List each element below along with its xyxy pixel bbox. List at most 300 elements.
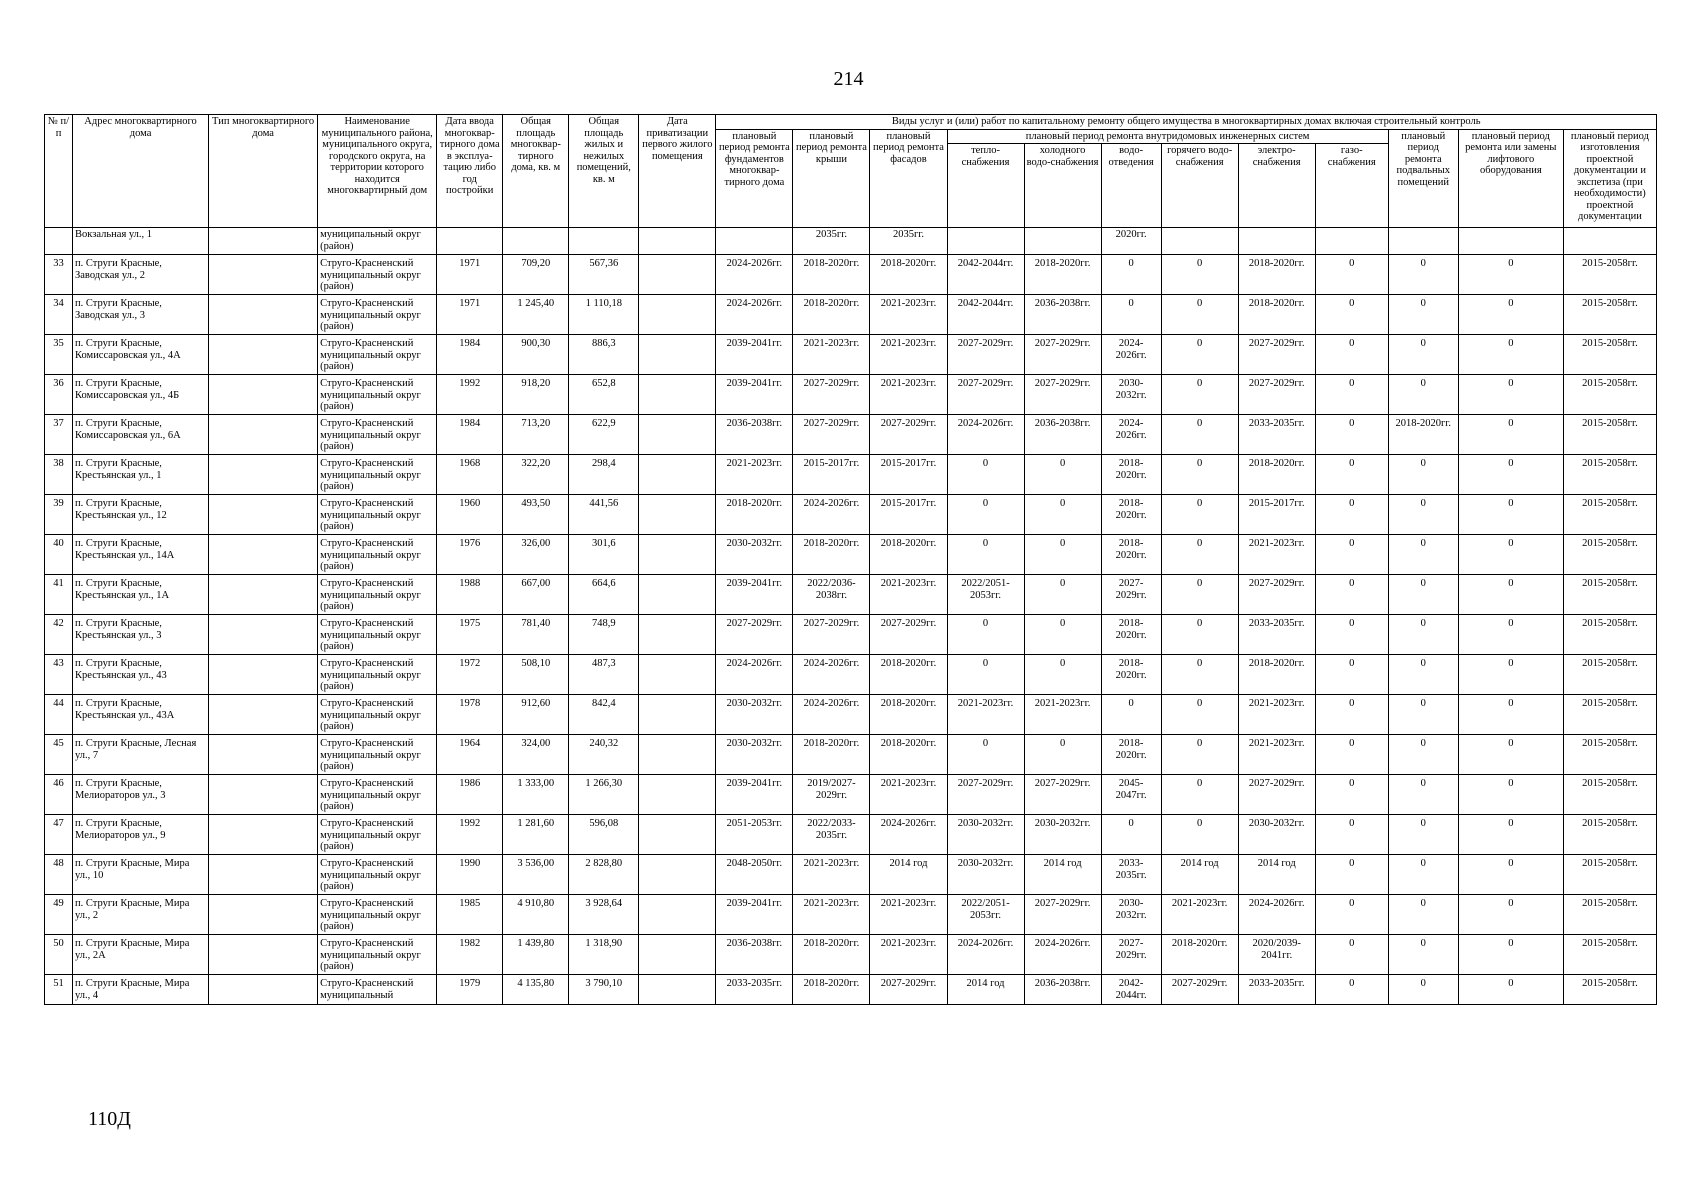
cell-electric: 2018-2020гг.: [1238, 655, 1315, 695]
cell-num: [45, 228, 73, 255]
cell-hot-water: 2014 год: [1161, 855, 1238, 895]
cell-foundation: 2051-2053гг.: [716, 815, 793, 855]
cell-total-area: 1 333,00: [503, 775, 569, 815]
cell-municipality: Струго-Красненский муниципальный округ (район): [318, 935, 437, 975]
cell-address: п. Струги Красные, Крестьянская ул., 1А: [73, 575, 209, 615]
cell-living-area: 1 110,18: [569, 295, 639, 335]
cell-total-area: [503, 228, 569, 255]
cell-year: 1990: [437, 855, 503, 895]
cell-electric: 2021-2023гг.: [1238, 735, 1315, 775]
cell-num: 45: [45, 735, 73, 775]
cell-gas: 0: [1315, 775, 1388, 815]
cell-type: [209, 415, 318, 455]
cell-num: 50: [45, 935, 73, 975]
cell-design: 2015-2058гг.: [1563, 855, 1656, 895]
cell-year: 1971: [437, 295, 503, 335]
cell-sewer: 2018-2020гг.: [1101, 615, 1161, 655]
table-row: [45, 415, 1657, 455]
cell-cold-water: 2024-2026гг.: [1024, 935, 1101, 975]
cell-hot-water: [1161, 228, 1238, 255]
cell-privatization: [639, 895, 716, 935]
cell-living-area: 2 828,80: [569, 855, 639, 895]
cell-electric: 2018-2020гг.: [1238, 455, 1315, 495]
cell-roof: 2015-2017гг.: [793, 455, 870, 495]
cell-sewer: 2018-2020гг.: [1101, 735, 1161, 775]
cell-design: 2015-2058гг.: [1563, 975, 1656, 1005]
cell-facade: 2021-2023гг.: [870, 295, 947, 335]
cell-design: [1563, 228, 1656, 255]
table-row: [45, 935, 1657, 975]
header-privatization-date: Дата приватизации первого жилого помещения: [639, 115, 716, 228]
cell-privatization: [639, 255, 716, 295]
cell-elevator: [1458, 228, 1563, 255]
header-design: плановый период изготовления проектной документации и экспетиза (при необходимости) проектной документации: [1563, 129, 1656, 228]
capital-repair-table: [44, 114, 1657, 1005]
cell-gas: 0: [1315, 855, 1388, 895]
cell-facade: 2027-2029гг.: [870, 415, 947, 455]
cell-sewer: 0: [1101, 815, 1161, 855]
cell-cold-water: 2018-2020гг.: [1024, 255, 1101, 295]
cell-heat: 2022/2051-2053гг.: [947, 575, 1024, 615]
table-row: [45, 535, 1657, 575]
cell-living-area: 652,8: [569, 375, 639, 415]
cell-heat: 2027-2029гг.: [947, 375, 1024, 415]
header-hot-water: горячего водо-снабжения: [1161, 144, 1238, 228]
cell-cold-water: 0: [1024, 455, 1101, 495]
cell-basement: 0: [1388, 855, 1458, 895]
cell-type: [209, 575, 318, 615]
cell-roof: 2022/2036-2038гг.: [793, 575, 870, 615]
header-address: Адрес многоквартирного дома: [73, 115, 209, 228]
cell-basement: 0: [1388, 575, 1458, 615]
cell-type: [209, 535, 318, 575]
cell-heat: 2021-2023гг.: [947, 695, 1024, 735]
cell-electric: 2021-2023гг.: [1238, 695, 1315, 735]
cell-design: 2015-2058гг.: [1563, 295, 1656, 335]
cell-total-area: 918,20: [503, 375, 569, 415]
cell-heat: 2024-2026гг.: [947, 935, 1024, 975]
cell-living-area: 1 266,30: [569, 775, 639, 815]
cell-year: 1984: [437, 415, 503, 455]
cell-basement: 0: [1388, 775, 1458, 815]
cell-num: 46: [45, 775, 73, 815]
cell-design: 2015-2058гг.: [1563, 255, 1656, 295]
cell-facade: 2018-2020гг.: [870, 695, 947, 735]
cell-living-area: 842,4: [569, 695, 639, 735]
cell-roof: 2024-2026гг.: [793, 695, 870, 735]
header-foundation: плановый период ремонта фундаментов многоквар-тирного дома: [716, 129, 793, 228]
cell-electric: 2015-2017гг.: [1238, 495, 1315, 535]
cell-elevator: 0: [1458, 975, 1563, 1005]
cell-basement: 0: [1388, 895, 1458, 935]
cell-heat: 2022/2051-2053гг.: [947, 895, 1024, 935]
cell-electric: 2014 год: [1238, 855, 1315, 895]
cell-facade: 2015-2017гг.: [870, 495, 947, 535]
cell-heat: [947, 228, 1024, 255]
cell-privatization: [639, 735, 716, 775]
cell-facade: 2021-2023гг.: [870, 775, 947, 815]
cell-hot-water: 0: [1161, 655, 1238, 695]
cell-sewer: 0: [1101, 295, 1161, 335]
table-row: [45, 295, 1657, 335]
cell-total-area: 1 281,60: [503, 815, 569, 855]
cell-total-area: 322,20: [503, 455, 569, 495]
cell-num: 33: [45, 255, 73, 295]
cell-address: п. Струги Красные, Крестьянская ул., 14А: [73, 535, 209, 575]
header-cold-water: холодного водо-снабжения: [1024, 144, 1101, 228]
cell-type: [209, 615, 318, 655]
cell-privatization: [639, 228, 716, 255]
cell-elevator: 0: [1458, 655, 1563, 695]
cell-address: п. Струги Красные, Мелиораторов ул., 3: [73, 775, 209, 815]
cell-cold-water: 0: [1024, 615, 1101, 655]
cell-foundation: 2039-2041гг.: [716, 575, 793, 615]
cell-heat: 2027-2029гг.: [947, 775, 1024, 815]
cell-hot-water: 2021-2023гг.: [1161, 895, 1238, 935]
cell-heat: 0: [947, 495, 1024, 535]
cell-total-area: 912,60: [503, 695, 569, 735]
cell-municipality: Струго-Красненский муниципальный округ (район): [318, 495, 437, 535]
cell-privatization: [639, 855, 716, 895]
cell-electric: 2033-2035гг.: [1238, 975, 1315, 1005]
cell-electric: [1238, 228, 1315, 255]
cell-design: 2015-2058гг.: [1563, 535, 1656, 575]
cell-design: 2015-2058гг.: [1563, 495, 1656, 535]
cell-electric: 2018-2020гг.: [1238, 295, 1315, 335]
table-row: [45, 895, 1657, 935]
cell-hot-water: 0: [1161, 775, 1238, 815]
table-row: [45, 455, 1657, 495]
cell-year: 1984: [437, 335, 503, 375]
cell-privatization: [639, 335, 716, 375]
cell-elevator: 0: [1458, 695, 1563, 735]
cell-facade: 2021-2023гг.: [870, 335, 947, 375]
header-num: № п/п: [45, 115, 73, 228]
cell-address: п. Струги Красные, Мира ул., 10: [73, 855, 209, 895]
cell-design: 2015-2058гг.: [1563, 455, 1656, 495]
cell-total-area: 713,20: [503, 415, 569, 455]
cell-num: 47: [45, 815, 73, 855]
cell-hot-water: 0: [1161, 335, 1238, 375]
cell-type: [209, 855, 318, 895]
cell-privatization: [639, 695, 716, 735]
cell-electric: 2018-2020гг.: [1238, 255, 1315, 295]
cell-total-area: 493,50: [503, 495, 569, 535]
cell-num: 44: [45, 695, 73, 735]
cell-municipality: Струго-Красненский муниципальный округ (район): [318, 295, 437, 335]
cell-design: 2015-2058гг.: [1563, 335, 1656, 375]
cell-type: [209, 495, 318, 535]
cell-foundation: 2039-2041гг.: [716, 775, 793, 815]
cell-heat: 0: [947, 615, 1024, 655]
cell-elevator: 0: [1458, 615, 1563, 655]
cell-foundation: 2024-2026гг.: [716, 255, 793, 295]
continuation-row: [45, 228, 1657, 255]
cell-basement: 0: [1388, 695, 1458, 735]
cell-gas: 0: [1315, 255, 1388, 295]
cell-design: 2015-2058гг.: [1563, 375, 1656, 415]
cell-year: 1988: [437, 575, 503, 615]
cell-municipality: Струго-Красненский муниципальный округ (район): [318, 895, 437, 935]
cell-living-area: 622,9: [569, 415, 639, 455]
cell-address: п. Струги Красные, Комиссаровская ул., 4Б: [73, 375, 209, 415]
table-row: [45, 375, 1657, 415]
cell-privatization: [639, 295, 716, 335]
cell-year: 1982: [437, 935, 503, 975]
cell-gas: 0: [1315, 615, 1388, 655]
cell-living-area: 664,6: [569, 575, 639, 615]
cell-num: 41: [45, 575, 73, 615]
cell-type: [209, 655, 318, 695]
cell-electric: 2024-2026гг.: [1238, 895, 1315, 935]
header-services-group: Виды услуг и (или) работ по капитальному ремонту общего имущества в многоквартирных домах включая строительный контроль: [716, 115, 1657, 130]
cell-basement: 2018-2020гг.: [1388, 415, 1458, 455]
cell-cold-water: 2014 год: [1024, 855, 1101, 895]
cell-address: п. Струги Красные, Мира ул., 2: [73, 895, 209, 935]
cell-basement: 0: [1388, 375, 1458, 415]
header-living-area: Общая площадь жилых и нежилых помещений, кв. м: [569, 115, 639, 228]
cell-cold-water: 2036-2038гг.: [1024, 295, 1101, 335]
cell-type: [209, 228, 318, 255]
cell-municipality: Струго-Красненский муниципальный округ (район): [318, 455, 437, 495]
cell-living-area: 301,6: [569, 535, 639, 575]
cell-year: 1978: [437, 695, 503, 735]
cell-year: 1986: [437, 775, 503, 815]
cell-year: 1975: [437, 615, 503, 655]
cell-elevator: 0: [1458, 575, 1563, 615]
cell-total-area: 781,40: [503, 615, 569, 655]
cell-elevator: 0: [1458, 295, 1563, 335]
table-row: [45, 775, 1657, 815]
cell-basement: 0: [1388, 255, 1458, 295]
cell-privatization: [639, 655, 716, 695]
cell-roof: 2018-2020гг.: [793, 735, 870, 775]
cell-heat: 2024-2026гг.: [947, 415, 1024, 455]
cell-facade: 2027-2029гг.: [870, 615, 947, 655]
cell-num: 36: [45, 375, 73, 415]
cell-sewer: 2018-2020гг.: [1101, 495, 1161, 535]
cell-sewer: 2030-2032гг.: [1101, 895, 1161, 935]
cell-living-area: [569, 228, 639, 255]
cell-hot-water: 2027-2029гг.: [1161, 975, 1238, 1005]
cell-foundation: 2027-2029гг.: [716, 615, 793, 655]
cell-sewer: 2033-2035гг.: [1101, 855, 1161, 895]
cell-design: 2015-2058гг.: [1563, 735, 1656, 775]
cell-roof: 2018-2020гг.: [793, 975, 870, 1005]
cell-living-area: 567,36: [569, 255, 639, 295]
cell-facade: 2021-2023гг.: [870, 375, 947, 415]
cell-heat: 2042-2044гг.: [947, 255, 1024, 295]
cell-foundation: 2036-2038гг.: [716, 935, 793, 975]
cell-hot-water: 0: [1161, 735, 1238, 775]
cell-num: 40: [45, 535, 73, 575]
cell-address: п. Струги Красные, Крестьянская ул., 3: [73, 615, 209, 655]
cell-roof: 2027-2029гг.: [793, 415, 870, 455]
cell-gas: [1315, 228, 1388, 255]
cell-total-area: 1 439,80: [503, 935, 569, 975]
header-type: Тип многоквартирного дома: [209, 115, 318, 228]
cell-type: [209, 295, 318, 335]
cell-living-area: 1 318,90: [569, 935, 639, 975]
table-row: [45, 975, 1657, 1005]
cell-facade: 2027-2029гг.: [870, 975, 947, 1005]
cell-foundation: [716, 228, 793, 255]
cell-heat: 0: [947, 535, 1024, 575]
cell-num: 51: [45, 975, 73, 1005]
cell-hot-water: 0: [1161, 695, 1238, 735]
cell-roof: 2019/2027-2029гг.: [793, 775, 870, 815]
cell-facade: 2018-2020гг.: [870, 655, 947, 695]
cell-total-area: 4 910,80: [503, 895, 569, 935]
cell-foundation: 2036-2038гг.: [716, 415, 793, 455]
table-row: [45, 255, 1657, 295]
cell-municipality: Струго-Красненский муниципальный округ (район): [318, 655, 437, 695]
cell-roof: 2035гг.: [793, 228, 870, 255]
cell-living-area: 3 928,64: [569, 895, 639, 935]
cell-basement: 0: [1388, 455, 1458, 495]
cell-cold-water: 0: [1024, 655, 1101, 695]
cell-heat: 0: [947, 655, 1024, 695]
cell-design: 2015-2058гг.: [1563, 895, 1656, 935]
cell-electric: 2027-2029гг.: [1238, 335, 1315, 375]
cell-gas: 0: [1315, 575, 1388, 615]
cell-year: [437, 228, 503, 255]
cell-municipality: Струго-Красненский муниципальный округ (район): [318, 335, 437, 375]
cell-address: п. Струги Красные, Крестьянская ул., 43: [73, 655, 209, 695]
cell-elevator: 0: [1458, 535, 1563, 575]
table-row: [45, 735, 1657, 775]
cell-municipality: Струго-Красненский муниципальный округ (район): [318, 615, 437, 655]
cell-electric: 2027-2029гг.: [1238, 375, 1315, 415]
cell-year: 1972: [437, 655, 503, 695]
cell-electric: 2033-2035гг.: [1238, 415, 1315, 455]
cell-electric: 2021-2023гг.: [1238, 535, 1315, 575]
table-row: [45, 575, 1657, 615]
cell-elevator: 0: [1458, 335, 1563, 375]
cell-foundation: 2024-2026гг.: [716, 655, 793, 695]
cell-elevator: 0: [1458, 935, 1563, 975]
cell-total-area: 709,20: [503, 255, 569, 295]
cell-design: 2015-2058гг.: [1563, 575, 1656, 615]
cell-foundation: 2021-2023гг.: [716, 455, 793, 495]
cell-electric: 2027-2029гг.: [1238, 575, 1315, 615]
cell-design: 2015-2058гг.: [1563, 775, 1656, 815]
cell-num: 37: [45, 415, 73, 455]
cell-sewer: 2027-2029гг.: [1101, 935, 1161, 975]
cell-design: 2015-2058гг.: [1563, 815, 1656, 855]
cell-privatization: [639, 975, 716, 1005]
table-row: [45, 815, 1657, 855]
cell-electric: 2020/2039-2041гг.: [1238, 935, 1315, 975]
cell-municipality: Струго-Красненский муниципальный округ (район): [318, 855, 437, 895]
cell-num: 48: [45, 855, 73, 895]
page-number: 214: [833, 68, 864, 90]
cell-heat: 2027-2029гг.: [947, 335, 1024, 375]
cell-gas: 0: [1315, 895, 1388, 935]
cell-total-area: 1 245,40: [503, 295, 569, 335]
cell-facade: 2021-2023гг.: [870, 895, 947, 935]
cell-basement: [1388, 228, 1458, 255]
cell-living-area: 596,08: [569, 815, 639, 855]
cell-cold-water: 2027-2029гг.: [1024, 335, 1101, 375]
cell-municipality: муниципальный округ (район): [318, 228, 437, 255]
cell-basement: 0: [1388, 815, 1458, 855]
cell-gas: 0: [1315, 375, 1388, 415]
cell-municipality: Струго-Красненский муниципальный округ (район): [318, 735, 437, 775]
cell-foundation: 2033-2035гг.: [716, 975, 793, 1005]
cell-type: [209, 935, 318, 975]
cell-living-area: 487,3: [569, 655, 639, 695]
cell-total-area: 667,00: [503, 575, 569, 615]
cell-heat: 2014 год: [947, 975, 1024, 1005]
cell-facade: 2024-2026гг.: [870, 815, 947, 855]
cell-elevator: 0: [1458, 255, 1563, 295]
cell-hot-water: 0: [1161, 415, 1238, 455]
cell-year: 1964: [437, 735, 503, 775]
cell-roof: 2018-2020гг.: [793, 255, 870, 295]
cell-year: 1992: [437, 815, 503, 855]
cell-address: п. Струги Красные, Мира ул., 4: [73, 975, 209, 1005]
cell-sewer: 2018-2020гг.: [1101, 535, 1161, 575]
cell-sewer: 2027-2029гг.: [1101, 575, 1161, 615]
header-basement: плановый период ремонта подвальных помещений: [1388, 129, 1458, 228]
cell-sewer: 2018-2020гг.: [1101, 655, 1161, 695]
cell-elevator: 0: [1458, 895, 1563, 935]
header-sewer: водо-отведения: [1101, 144, 1161, 228]
cell-year: 1976: [437, 535, 503, 575]
cell-elevator: 0: [1458, 455, 1563, 495]
cell-gas: 0: [1315, 655, 1388, 695]
cell-address: п. Струги Красные, Заводская ул., 2: [73, 255, 209, 295]
cell-total-area: 326,00: [503, 535, 569, 575]
cell-cold-water: 0: [1024, 735, 1101, 775]
cell-living-area: 886,3: [569, 335, 639, 375]
cell-cold-water: 2027-2029гг.: [1024, 375, 1101, 415]
cell-elevator: 0: [1458, 375, 1563, 415]
cell-address: п. Струги Красные, Крестьянская ул., 43А: [73, 695, 209, 735]
cell-roof: 2022/2033-2035гг.: [793, 815, 870, 855]
cell-foundation: 2018-2020гг.: [716, 495, 793, 535]
cell-basement: 0: [1388, 535, 1458, 575]
cell-roof: 2024-2026гг.: [793, 655, 870, 695]
cell-foundation: 2039-2041гг.: [716, 335, 793, 375]
cell-basement: 0: [1388, 735, 1458, 775]
cell-facade: 2014 год: [870, 855, 947, 895]
cell-num: 34: [45, 295, 73, 335]
cell-electric: 2030-2032гг.: [1238, 815, 1315, 855]
cell-type: [209, 375, 318, 415]
cell-heat: 0: [947, 455, 1024, 495]
cell-roof: 2027-2029гг.: [793, 615, 870, 655]
cell-municipality: Струго-Красненский муниципальный округ (район): [318, 575, 437, 615]
cell-living-area: 298,4: [569, 455, 639, 495]
cell-num: 42: [45, 615, 73, 655]
cell-sewer: 0: [1101, 695, 1161, 735]
cell-hot-water: 0: [1161, 535, 1238, 575]
cell-facade: 2018-2020гг.: [870, 535, 947, 575]
cell-num: 38: [45, 455, 73, 495]
cell-privatization: [639, 575, 716, 615]
cell-privatization: [639, 535, 716, 575]
cell-heat: 2030-2032гг.: [947, 815, 1024, 855]
cell-sewer: 2020гг.: [1101, 228, 1161, 255]
cell-municipality: Струго-Красненский муниципальный округ (район): [318, 775, 437, 815]
cell-roof: 2021-2023гг.: [793, 335, 870, 375]
cell-roof: 2018-2020гг.: [793, 935, 870, 975]
cell-facade: 2021-2023гг.: [870, 935, 947, 975]
cell-gas: 0: [1315, 695, 1388, 735]
cell-cold-water: 2027-2029гг.: [1024, 895, 1101, 935]
